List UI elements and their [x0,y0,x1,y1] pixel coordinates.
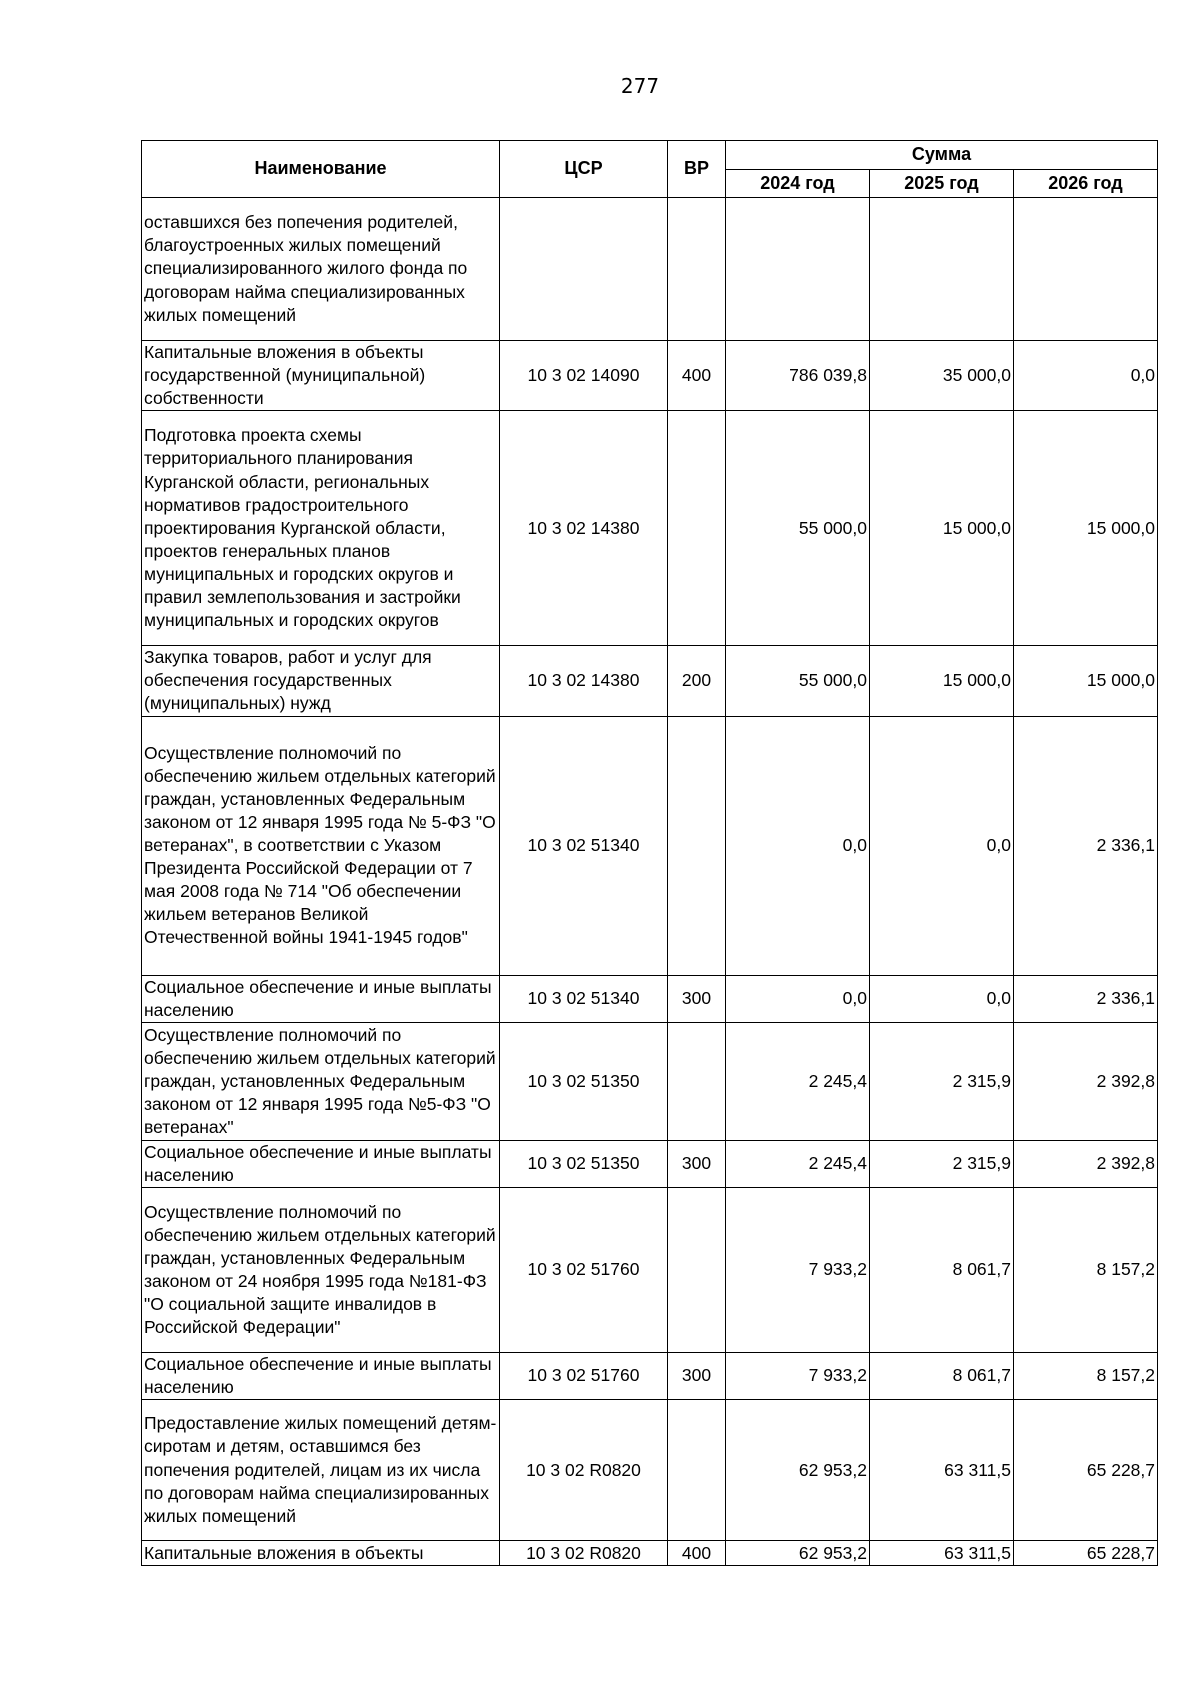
row-sum-2026: 2 336,1 [1014,975,1158,1022]
table-row [142,646,1158,716]
row-sum-2024: 62 953,2 [726,1541,870,1566]
row-name: Социальное обеспечение и иные выплаты населению [142,975,500,1022]
row-sum-2024: 7 933,2 [726,1187,870,1352]
row-sum-2025: 63 311,5 [870,1400,1014,1541]
row-csr: 10 3 02 51760 [500,1187,668,1352]
row-sum-2024: 2 245,4 [726,1022,870,1140]
row-name: Осуществление полномочий по обеспечению жильем отдельных категорий граждан, установленных Федеральным законом от 12 января 1995 года №5-ФЗ "О ветеранах" [142,1022,500,1140]
row-name: Капитальные вложения в объекты государственной (муниципальной) собственности [142,341,500,411]
row-sum-2026: 2 336,1 [1014,716,1158,975]
table-row [142,1541,1158,1566]
row-csr: 10 3 02 51340 [500,716,668,975]
table-row [142,716,1158,975]
row-vr [668,411,726,646]
row-sum-2026: 15 000,0 [1014,411,1158,646]
row-sum-2024: 55 000,0 [726,646,870,716]
row-sum-2025: 8 061,7 [870,1352,1014,1399]
row-name: Закупка товаров, работ и услуг для обеспечения государственных (муниципальных) нужд [142,646,500,716]
row-vr: 200 [668,646,726,716]
row-sum-2025: 15 000,0 [870,411,1014,646]
row-vr: 400 [668,1541,726,1566]
row-vr: 400 [668,341,726,411]
row-vr [668,1187,726,1352]
header-vr: ВР [668,141,726,198]
row-sum-2024 [726,198,870,341]
row-vr: 300 [668,1352,726,1399]
row-vr [668,716,726,975]
row-vr [668,198,726,341]
row-sum-2026: 65 228,7 [1014,1400,1158,1541]
row-sum-2026: 8 157,2 [1014,1187,1158,1352]
row-name: Осуществление полномочий по обеспечению жильем отдельных категорий граждан, установленных Федеральным законом от 12 января 1995 года № 5-ФЗ "О ветеранах", в соответствии с Указом Президента Российской Федерации от 7 мая 2008 года № 714 "Об обеспечении жильем ветеранов Великой Отечественной войны 1941-1945 годов" [142,716,500,975]
row-name: Социальное обеспечение и иные выплаты населению [142,1352,500,1399]
row-sum-2025: 8 061,7 [870,1187,1014,1352]
row-sum-2025: 0,0 [870,975,1014,1022]
table-row [142,1140,1158,1187]
header-year-2026: 2026 год [1014,170,1158,198]
row-name: Предоставление жилых помещений детям-сиротам и детям, оставшимся без попечения родителей, лицам из их числа по договорам найма специализированных жилых помещений [142,1400,500,1541]
row-sum-2024: 2 245,4 [726,1140,870,1187]
header-name: Наименование [142,141,500,198]
table-row [142,411,1158,646]
table-row [142,1400,1158,1541]
row-csr: 10 3 02 R0820 [500,1400,668,1541]
table-row [142,1022,1158,1140]
row-sum-2026: 15 000,0 [1014,646,1158,716]
row-name: Капитальные вложения в объекты [142,1541,500,1566]
row-vr: 300 [668,1140,726,1187]
header-year-2025: 2025 год [870,170,1014,198]
row-vr [668,1400,726,1541]
row-sum-2025: 63 311,5 [870,1541,1014,1566]
row-sum-2025: 0,0 [870,716,1014,975]
row-name: Осуществление полномочий по обеспечению жильем отдельных категорий граждан, установленных Федеральным законом от 24 ноября 1995 года №181-ФЗ "О социальной защите инвалидов в Российской Федерации" [142,1187,500,1352]
row-csr: 10 3 02 51340 [500,975,668,1022]
row-sum-2026: 2 392,8 [1014,1140,1158,1187]
table-row [142,198,1158,341]
row-sum-2024: 0,0 [726,716,870,975]
row-csr: 10 3 02 14380 [500,411,668,646]
table-row [142,1352,1158,1399]
row-csr: 10 3 02 R0820 [500,1541,668,1566]
table-row [142,341,1158,411]
row-csr: 10 3 02 14090 [500,341,668,411]
row-csr: 10 3 02 14380 [500,646,668,716]
row-csr: 10 3 02 51350 [500,1140,668,1187]
row-sum-2024: 0,0 [726,975,870,1022]
row-csr: 10 3 02 51760 [500,1352,668,1399]
row-sum-2025: 2 315,9 [870,1022,1014,1140]
row-sum-2025: 35 000,0 [870,341,1014,411]
row-name: оставшихся без попечения родителей, благоустроенных жилых помещений специализированного жилого фонда по договорам найма специализированных жилых помещений [142,198,500,341]
row-sum-2026: 65 228,7 [1014,1541,1158,1566]
row-sum-2024: 55 000,0 [726,411,870,646]
page-number: 277 [620,74,660,98]
row-vr [668,1022,726,1140]
row-sum-2025 [870,198,1014,341]
row-vr: 300 [668,975,726,1022]
row-sum-2024: 7 933,2 [726,1352,870,1399]
table-row [142,1187,1158,1352]
row-csr [500,198,668,341]
row-sum-2025: 15 000,0 [870,646,1014,716]
row-sum-2024: 62 953,2 [726,1400,870,1541]
row-sum-2026: 0,0 [1014,341,1158,411]
row-sum-2026: 8 157,2 [1014,1352,1158,1399]
header-csr: ЦСР [500,141,668,198]
row-sum-2026: 2 392,8 [1014,1022,1158,1140]
table-row [142,975,1158,1022]
row-name: Подготовка проекта схемы территориального планирования Курганской области, региональных нормативов градостроительного проектирования Курганской области, проектов генеральных планов муниципальных и городских округов и правил землепользования и застройки муниципальных и городских округов [142,411,500,646]
row-sum-2026 [1014,198,1158,341]
header-year-2024: 2024 год [726,170,870,198]
budget-table [141,140,1158,1566]
header-sum: Сумма [726,141,1158,170]
row-name: Социальное обеспечение и иные выплаты населению [142,1140,500,1187]
row-sum-2025: 2 315,9 [870,1140,1014,1187]
row-sum-2024: 786 039,8 [726,341,870,411]
row-csr: 10 3 02 51350 [500,1022,668,1140]
